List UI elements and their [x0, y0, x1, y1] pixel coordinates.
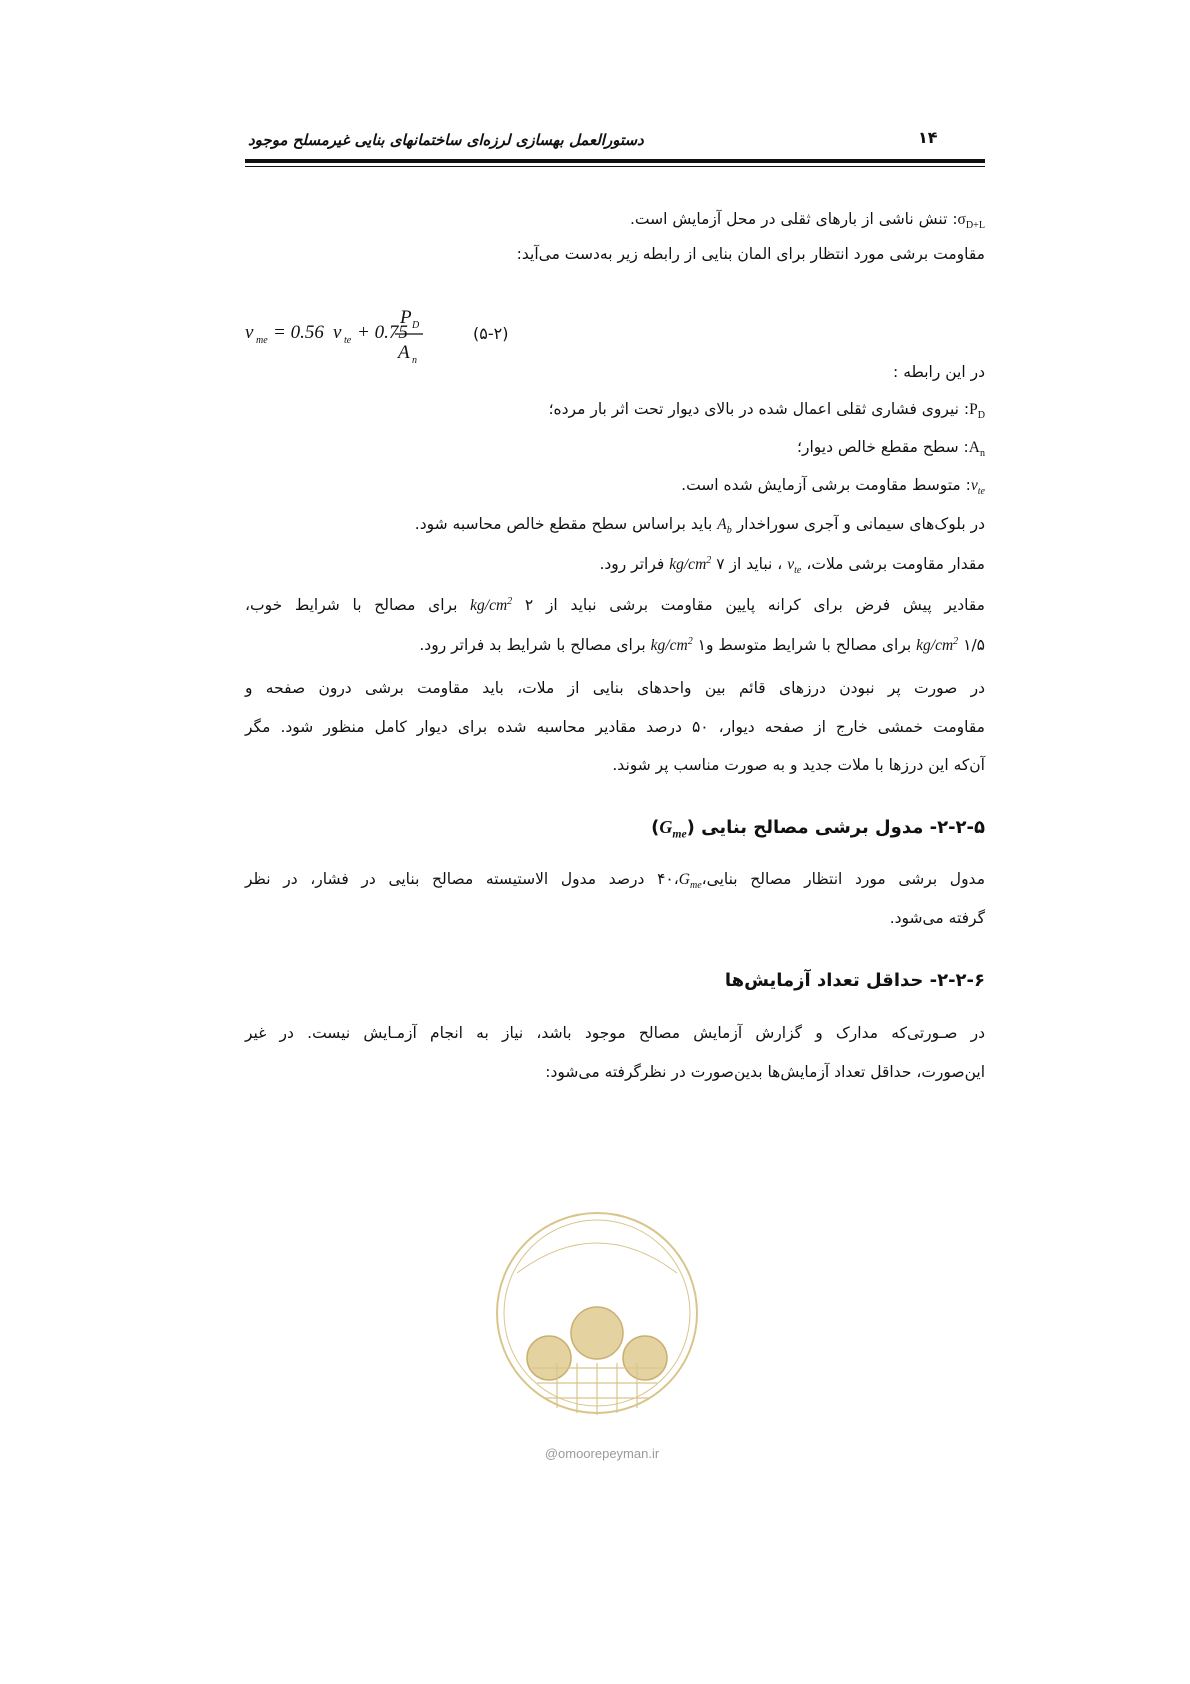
- hollow-block-note: در بلوک‌های سیمانی و آجری سوراخدار $A_b$ باید براساس سطح مقطع خالص محاسبه شود.: [414, 515, 985, 537]
- unit-kgcm2: $kg/cm^2$: [669, 555, 712, 574]
- min-tests-line-2: این‌صورت، حداقل تعداد آزمایش‌ها بدین‌صورت در نظرگرفته می‌شود:: [545, 1063, 985, 1081]
- in-this-relation: در این رابطه :: [893, 363, 985, 381]
- formula-nu-sub: te: [344, 335, 352, 346]
- formula-numerator: P: [400, 307, 412, 328]
- sigma-symbol: $\sigma_{D+L}$: [957, 211, 985, 232]
- formula-lhs-sub: me: [256, 335, 268, 346]
- vte-symbol: $\nu_{te}$: [970, 477, 985, 498]
- shear-modulus-line-2: گرفته می‌شود.: [889, 909, 985, 927]
- vertical-joints-line-3: آن‌که این درزها با ملات جدید و به صورت مناسب پر شوند.: [612, 756, 985, 774]
- header-rule-thick: [245, 159, 985, 163]
- shear-strength-formula: [245, 305, 545, 367]
- definition-sigma: $\sigma_{D+L}$: تنش ناشی از بارهای ثقلی در محل آزمایش است.: [629, 210, 985, 232]
- watermark-website: @omoorepeyman.ir: [544, 1446, 660, 1461]
- shear-modulus-line-1: مدول برشی مورد انتظار مصالح $بنایی،G_{me}،۴۰$ درصد مدول الاستیسته مصالح بنایی در فشار، در نظر: [245, 870, 985, 892]
- formula-denominator-sub: n: [412, 355, 417, 366]
- default-values-line-2: ۱/۵ $kg/cm^2$ برای مصالح با شرایط متوسط و۱ $kg/cm^2$ برای مصالح با شرایط بد فراتر رود.: [419, 636, 985, 655]
- formula-eq: = 0.56: [273, 322, 324, 343]
- definition-vte: $\nu_{te}$: متوسط مقاومت برشی آزمایش شده است.: [681, 476, 985, 498]
- section-heading-min-tests: ۲-۲-۶- حداقل تعداد آزمایش‌ها: [724, 970, 985, 991]
- unit-kgcm2-c: $kg/cm^2$: [916, 636, 959, 655]
- intro-sentence: مقاومت برشی مورد انتظار برای المان بنایی از رابطه زیر به‌دست می‌آید:: [516, 245, 985, 263]
- gme-symbol: $G_{me}$: [659, 817, 687, 841]
- formula-numerator-sub: D: [412, 320, 420, 331]
- formula-denominator: A: [398, 342, 410, 363]
- omoorepeyman-logo: [487, 1183, 707, 1443]
- unit-kgcm2-b: $kg/cm^2$: [470, 596, 513, 615]
- vertical-joints-line-1: در صورت پر نبودن درزهای قائم بین واحدهای بنایی از ملات، باید مقاومت برشی درون صفحه و: [245, 679, 985, 697]
- header-rule-thin: [245, 166, 985, 167]
- vte-symbol-2: $\nu_{te}$: [787, 556, 802, 577]
- unit-kgcm2-d: $kg/cm^2$: [650, 636, 693, 655]
- running-header-title: دستورالعمل بهسازی لرزه‌ای ساختمانهای بنایی غیرمسلح موجود: [248, 131, 644, 149]
- vertical-joints-line-2: مقاومت خمشی خارج از صفحه دیوار، ۵۰ درصد مقادیر محاسبه شده برای دیوار کامل منظور شود. مگر: [245, 718, 985, 736]
- ab-symbol: $A_b$: [717, 516, 732, 537]
- an-symbol: $A_n$: [968, 439, 985, 460]
- definition-an: $A_n$: سطح مقطع خالص دیوار؛: [797, 438, 985, 460]
- mortar-shear-limit: مقدار مقاومت برشی ملات، $\nu_{te}$ ، نباید از ۷ $kg/cm^2$ فراتر رود.: [599, 555, 985, 577]
- equation-number: (۵-۲): [473, 324, 509, 343]
- default-values-line-1: مقادیر پیش فرض برای کرانه پایین مقاومت برشی نباید از ۲ $kg/cm^2$ برای مصالح با شرایط خوب،: [245, 596, 985, 615]
- formula-nu: ν: [333, 322, 342, 343]
- formula-plus: + 0.75: [357, 322, 408, 343]
- pd-symbol: $P_D$: [969, 401, 985, 422]
- formula-lhs: ν: [245, 322, 254, 343]
- definition-pd: $P_D$: نیروی فشاری ثقلی اعمال شده در بالای دیوار تحت اثر بار مرده؛: [548, 400, 985, 422]
- section-heading-shear-modulus: ۲-۲-۵- مدول برشی مصالح بنایی $(G_{me})$: [651, 817, 985, 841]
- gme-symbol-2: $G_{me}$: [678, 871, 702, 892]
- page-number: ۱۴: [918, 128, 938, 147]
- min-tests-line-1: در صـورتی‌که مدارک و گزارش آزمایش مصالح موجود باشد، نیاز به انجام آزمـایش نیست. در غیر: [245, 1024, 985, 1042]
